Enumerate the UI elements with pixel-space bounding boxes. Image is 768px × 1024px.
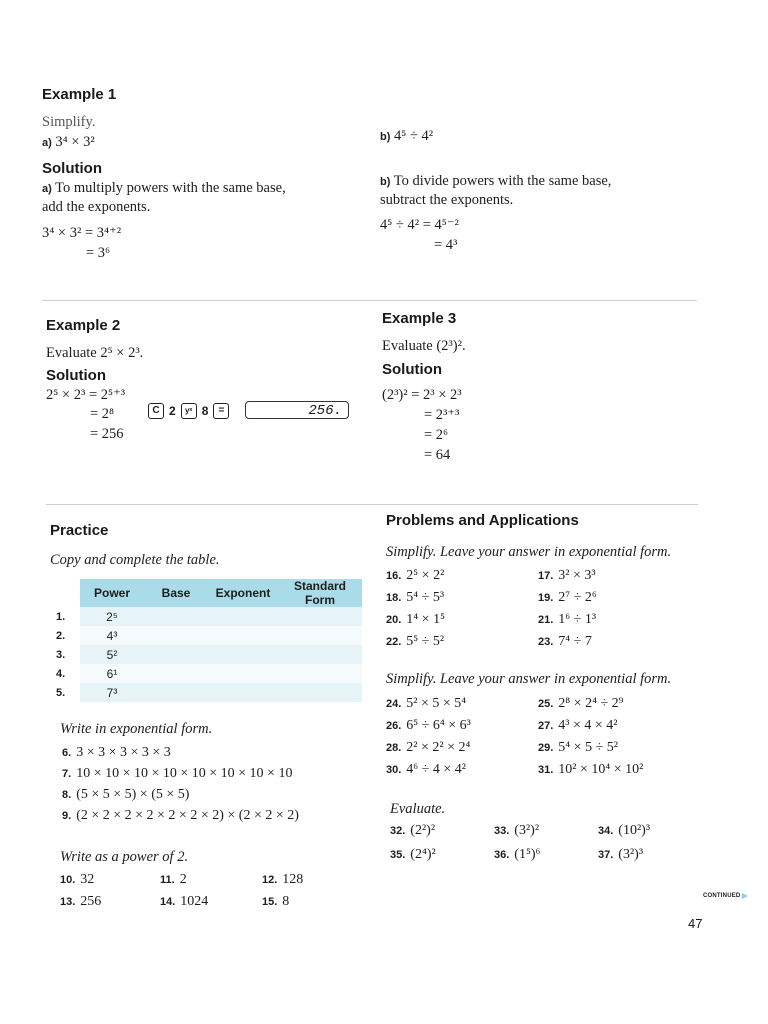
example-3-instruction: Evaluate (2³)². <box>382 338 466 354</box>
example-2-step3: = 256 <box>90 426 124 442</box>
table-row: 3. 5² <box>56 645 362 664</box>
example-1-sol-b-step1: 4⁵ ÷ 4² = 4⁵⁻² <box>380 217 459 233</box>
example-1-sol-a-step2: = 3⁶ <box>86 245 111 261</box>
list-item: 23. 7⁴ ÷ 7 <box>538 634 592 649</box>
list-item: 28. 2² × 2² × 2⁴ <box>386 740 471 755</box>
table-row: 4. 6¹ <box>56 664 362 683</box>
simplify-2-list <box>386 696 698 778</box>
table-row: 1. 2⁵ <box>56 607 362 626</box>
divider-1 <box>42 300 697 301</box>
key-2: 2 <box>169 404 176 418</box>
problems-title: Problems and Applications <box>386 512 579 529</box>
list-item: 36. (1⁵)⁶ <box>494 847 541 862</box>
list-item: 12. 128 <box>262 872 304 887</box>
example-1-part-b: b) 4⁵ ÷ 4² <box>380 128 434 144</box>
practice-title: Practice <box>50 522 109 539</box>
example-1-solution-label: Solution <box>42 160 102 177</box>
example-3-step2: = 2³⁺³ <box>424 407 460 423</box>
list-item: 31. 10² × 10⁴ × 10² <box>538 762 644 777</box>
simplify-1-list <box>386 568 688 650</box>
example-1-instruction: Simplify. <box>42 114 96 130</box>
example-1-sol-b-step2: = 4³ <box>434 237 458 253</box>
simplify-1-instruction: Simplify. Leave your answer in exponential form. <box>386 544 672 560</box>
list-item: 20. 1⁴ × 1⁵ <box>386 612 445 627</box>
example-1-title: Example 1 <box>42 86 117 103</box>
list-item: 33. (3²)² <box>494 823 540 838</box>
example-3-solution-label: Solution <box>382 361 442 378</box>
example-3-step1: (2³)² = 2³ × 2³ <box>382 387 462 403</box>
practice-table-instruction: Copy and complete the table. <box>50 552 220 568</box>
example-2-title: Example 2 <box>46 317 121 334</box>
continued-label: CONTINUED <box>703 893 748 899</box>
calculator-display: 256. <box>245 401 349 419</box>
arrow-right-icon <box>742 893 748 899</box>
col-header-power: Power <box>80 579 144 607</box>
power-key-icon: yˣ <box>181 403 197 419</box>
list-item: 13. 256 <box>60 894 102 909</box>
example-1-part-a: a) 3⁴ × 3² <box>42 134 95 150</box>
evaluate-instruction: Evaluate. <box>390 801 446 817</box>
example-3-step3: = 2⁶ <box>424 427 449 443</box>
power-of-2-instruction: Write as a power of 2. <box>60 849 189 865</box>
page-number: 47 <box>688 916 703 931</box>
calculator-keystrokes <box>148 403 229 419</box>
example-2-step2: = 2⁸ <box>90 406 115 422</box>
equals-key-icon: = <box>213 403 229 419</box>
list-item: 10. 32 <box>60 872 95 887</box>
list-item: 32. (2²)² <box>390 823 436 838</box>
list-item: 26. 6⁵ ÷ 6⁴ × 6³ <box>386 718 471 733</box>
example-1-sol-a-line1: a) To multiply powers with the same base, <box>42 180 286 196</box>
example-1-sol-a-line2: add the exponents. <box>42 199 151 215</box>
list-item: 19. 2⁷ ÷ 2⁶ <box>538 590 597 605</box>
example-2-solution-label: Solution <box>46 367 106 384</box>
example-2-step1: 2⁵ × 2³ = 2⁵⁺³ <box>46 387 126 403</box>
list-item: 29. 5⁴ × 5 ÷ 5² <box>538 740 618 755</box>
list-item: 17. 3² × 3³ <box>538 568 596 583</box>
simplify-2-instruction: Simplify. Leave your answer in exponential form. <box>386 671 672 687</box>
list-item: 14. 1024 <box>160 894 209 909</box>
list-item: 35. (2⁴)² <box>390 847 436 862</box>
clear-key-icon: C <box>148 403 164 419</box>
list-item: 24. 5² × 5 × 5⁴ <box>386 696 467 711</box>
divider-2 <box>46 504 698 505</box>
list-item: 6. 3 × 3 × 3 × 3 × 3 <box>62 745 171 760</box>
list-item: 30. 4⁶ ÷ 4 × 4² <box>386 762 466 777</box>
list-item: 7. 10 × 10 × 10 × 10 × 10 × 10 × 10 × 10 <box>62 766 293 781</box>
list-item: 27. 4³ × 4 × 4² <box>538 718 618 733</box>
example-1-sol-b-line2: subtract the exponents. <box>380 192 514 208</box>
exponential-form-instruction: Write in exponential form. <box>60 721 213 737</box>
list-item: 16. 2⁵ × 2² <box>386 568 445 583</box>
example-3-step4: = 64 <box>424 447 451 463</box>
example-3-title: Example 3 <box>382 310 457 327</box>
list-item: 11. 2 <box>160 872 187 887</box>
example-1-sol-a-step1: 3⁴ × 3² = 3⁴⁺² <box>42 225 122 241</box>
practice-table <box>56 579 362 702</box>
list-item: 18. 5⁴ ÷ 5³ <box>386 590 445 605</box>
list-item: 25. 2⁸ × 2⁴ ÷ 2⁹ <box>538 696 624 711</box>
list-item: 9. (2 × 2 × 2 × 2 × 2 × 2 × 2) × (2 × 2 × 2) <box>62 808 299 823</box>
power-of-2-list <box>60 872 362 910</box>
evaluate-list <box>390 823 698 863</box>
list-item: 22. 5⁵ ÷ 5² <box>386 634 445 649</box>
col-header-base: Base <box>144 579 208 607</box>
list-item: 15. 8 <box>262 894 290 909</box>
exponential-form-list <box>62 745 299 824</box>
list-item: 34. (10²)³ <box>598 823 651 838</box>
list-item: 21. 1⁶ ÷ 1³ <box>538 612 597 627</box>
list-item: 8. (5 × 5 × 5) × (5 × 5) <box>62 787 190 802</box>
table-row: 2. 4³ <box>56 626 362 645</box>
example-1-sol-b-line1: b) To divide powers with the same base, <box>380 173 612 189</box>
example-2-instruction: Evaluate 2⁵ × 2³. <box>46 345 144 361</box>
list-item: 37. (3²)³ <box>598 847 644 862</box>
table-row: 5. 7³ <box>56 683 362 702</box>
key-8: 8 <box>201 404 209 418</box>
col-header-exponent: Exponent <box>208 579 278 607</box>
col-header-standard-form: Standard Form <box>278 579 362 607</box>
